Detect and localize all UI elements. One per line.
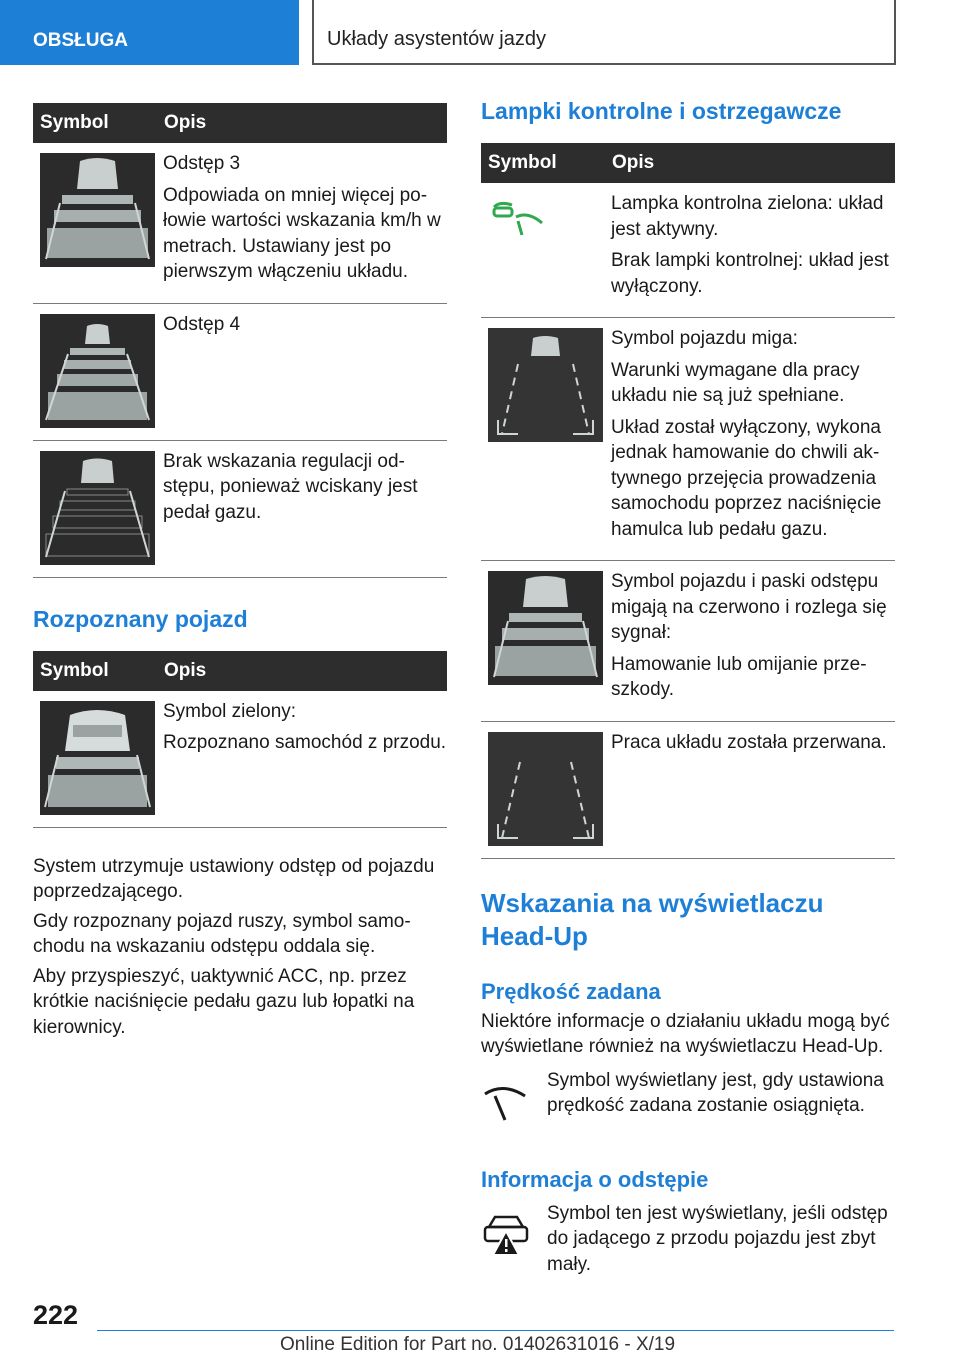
col-opis: Opis — [156, 103, 447, 143]
desc-line: Symbol zielony: — [163, 700, 297, 722]
desc-line: Warunki wymagane dla pracy układu nie są już spełniane. — [611, 359, 860, 406]
table-row — [481, 561, 895, 722]
distance-3-display-image — [40, 153, 155, 267]
section-title: OBSŁUGA — [33, 30, 128, 51]
table-row — [33, 143, 447, 303]
paragraph: Aby przyspieszyć, uaktywnić ACC, np. przez krótkie naciśnięcie pedału gazu lub łopatki na kierownicy. — [33, 965, 415, 1038]
row-description — [156, 303, 447, 440]
col-opis: Opis — [604, 143, 895, 183]
distance-4-display-image — [40, 314, 155, 428]
car-warning-icon — [481, 1244, 531, 1261]
footer-divider — [97, 1330, 894, 1331]
col-opis: Opis — [156, 651, 447, 691]
desc-line: Układ został wyłączony, wykona jednak hamowanie do chwili aktywnego przejęcia prowadzenia samochodu poprzez naciśnięcie hamulca lub pedału gazu. — [611, 416, 882, 540]
desc-line: Praca układu została przerwana. — [611, 731, 887, 753]
col-symbol: Symbol — [33, 651, 156, 691]
desc-line: Symbol pojazdu i paski odstępu migają na czerwono i rozlega się sygnał: — [611, 571, 887, 643]
vehicle-red-warning-image — [488, 571, 603, 685]
recognized-vehicle-image — [40, 701, 155, 815]
row-description — [604, 721, 895, 858]
desc-line: Lampka kontrolna zielona: układ jest aktywny. — [611, 193, 884, 240]
desc-line: Brak wskazania regulacji odstępu, ponieważ wciskany jest pedał gazu. — [163, 450, 418, 523]
acc-lamp-green-icon — [488, 223, 548, 244]
table-header — [33, 651, 447, 691]
left-column — [33, 103, 447, 1044]
paragraph: Gdy rozpoznany pojazd ruszy, symbol samochodu na wskazaniu odstępu oddala się. — [33, 910, 411, 957]
right-column — [481, 98, 895, 1277]
page-number: 222 — [33, 1300, 79, 1330]
desc-line: Hamowanie lub omijanie przeszkody. — [611, 653, 867, 700]
table-header — [481, 143, 895, 183]
desc-line: Brak lampki kontrolnej: układ jest wyłączony. — [611, 250, 889, 297]
recognized-table — [33, 651, 447, 828]
section-heading-hud: Wskazania na wyświetlaczu Head-Up — [481, 887, 824, 951]
table-row — [481, 721, 895, 858]
section-tab — [0, 0, 299, 65]
chapter-title: Układy asystentów jazdy — [327, 28, 546, 50]
row-description — [156, 691, 447, 828]
col-symbol: Symbol — [33, 103, 156, 143]
desc-line: Rozpoznano samochód z przodu. — [163, 732, 447, 753]
row-description — [156, 440, 447, 577]
speed-icon-row — [481, 1068, 895, 1129]
lamps-table — [481, 143, 895, 859]
row-description — [156, 143, 447, 303]
chapter-header — [312, 0, 896, 65]
speedometer-icon — [481, 1111, 529, 1128]
speed-icon-text: Symbol wyświetlany jest, gdy ustawiona prędkość zadana zostanie osiągnięta. — [547, 1069, 884, 1116]
desc-line: Symbol pojazdu miga: — [611, 328, 798, 349]
table-row — [33, 440, 447, 577]
desc-line: Odstęp 4 — [163, 313, 241, 335]
table-row — [481, 183, 895, 318]
section-heading-lamps: Lampki kontrolne i ostrzegawcze — [481, 98, 842, 124]
subheading-distance: Informacja o odstępie — [481, 1166, 709, 1192]
recognized-body — [33, 854, 447, 1041]
desc-line: Odpowiada on mniej więcej połowie wartości wskazania km/h w metrach. Ustawiany jest po pierwszym włączeniu układu. — [163, 184, 441, 282]
section-heading-recognized: Rozpoznany pojazd — [33, 605, 248, 632]
table-row — [481, 318, 895, 561]
no-distance-display-image — [40, 451, 155, 565]
row-description — [604, 561, 895, 722]
subheading-speed: Prędkość zadana — [481, 978, 661, 1004]
paragraph: System utrzymuje ustawiony odstęp od pojazdu poprzedzającego. — [33, 855, 435, 902]
col-symbol: Symbol — [481, 143, 604, 183]
table-row — [33, 303, 447, 440]
system-interrupted-image — [488, 732, 603, 846]
speed-intro: Niektóre informacje o działaniu układu mogą być wyświetlane również na wyświetlaczu Head-Up. — [481, 1010, 890, 1057]
distance-icon-text: Symbol ten jest wyświetlany, jeśli odstęp do jadącego z przodu pojazdu jest zbyt mały. — [547, 1202, 888, 1275]
table-header — [33, 103, 447, 143]
footer-edition: Online Edition for Part no. 01402631016 - X/19 — [280, 1334, 676, 1355]
row-description — [604, 183, 895, 318]
distance-icon-row — [481, 1201, 895, 1278]
vehicle-blinking-image — [488, 328, 603, 442]
desc-line: Odstęp 3 — [163, 153, 241, 174]
row-description — [604, 318, 895, 561]
distance-table — [33, 103, 447, 578]
table-row — [33, 691, 447, 828]
